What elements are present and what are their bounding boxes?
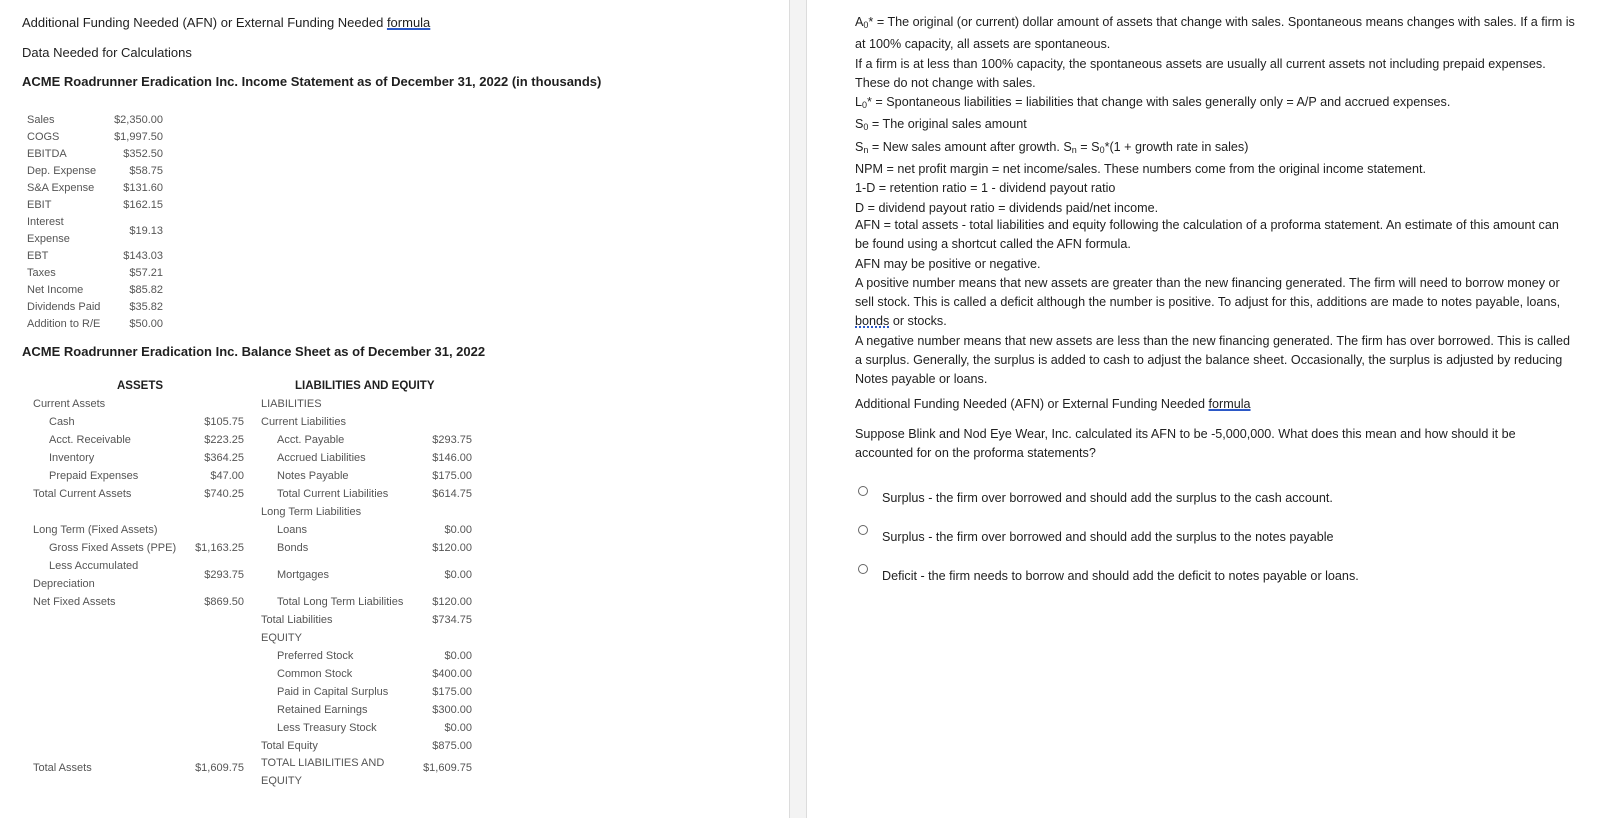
is-value: $35.82 (129, 301, 163, 313)
bs-label: Long Term (Fixed Assets) (33, 524, 158, 536)
bs-label: Total Liabilities (261, 614, 333, 626)
bs-value: $120.00 (432, 542, 472, 554)
bs-label: EQUITY (261, 775, 302, 787)
is-label: Dividends Paid (27, 301, 101, 313)
is-value: $58.75 (129, 165, 163, 177)
bs-label: Notes Payable (277, 470, 349, 482)
bs-label: Prepaid Expenses (49, 470, 139, 482)
bonds-spellcheck[interactable]: bonds (855, 314, 890, 329)
bs-value: $1,609.75 (195, 762, 244, 774)
formula-link[interactable]: formula (386, 15, 431, 30)
bs-label: Paid in Capital Surplus (277, 686, 389, 698)
is-value: $57.21 (129, 267, 163, 279)
is-value: $143.03 (123, 250, 163, 262)
bs-value: $293.75 (432, 434, 472, 446)
bs-value: $0.00 (444, 524, 472, 536)
bs-label: Inventory (49, 452, 95, 464)
is-value: $19.13 (129, 225, 163, 237)
def-npm: NPM = net profit margin = net income/sales. These numbers come from the original income statement. (855, 162, 1426, 177)
is-value: $162.15 (123, 199, 163, 211)
afn-explanation (855, 216, 1575, 390)
bs-label: Bonds (277, 542, 309, 554)
bs-value: $734.75 (432, 614, 472, 626)
afn-definition: AFN = total assets - total liabilities and equity following the calculation of a proforma statement. An estimate of this amount can be found using a shortcut called the AFN formula. (855, 218, 1559, 252)
bs-label: Acct. Payable (277, 434, 345, 446)
def-sn: $S_n$ = New sales amount after growth. $S_n = S_0*(1$ + growth rate in sales) (855, 139, 1249, 155)
bs-value: $875.00 (432, 740, 472, 752)
bs-value: $120.00 (432, 596, 472, 608)
bs-label: Long Term Liabilities (261, 506, 362, 518)
bs-value: $146.00 (432, 452, 472, 464)
bs-label: Total Current Liabilities (277, 488, 389, 500)
is-label: Interest (27, 216, 64, 228)
bs-label: Acct. Receivable (49, 434, 131, 446)
bs-label: Total Equity (261, 740, 318, 752)
is-value: $2,350.00 (114, 114, 163, 126)
bs-label: Retained Earnings (277, 704, 368, 716)
formula-link-right[interactable]: formula (1208, 397, 1251, 411)
is-value: $352.50 (123, 148, 163, 160)
bs-value: $0.00 (444, 569, 472, 581)
bs-label: Total Assets (33, 762, 92, 774)
pane-divider[interactable] (789, 0, 807, 818)
question-text: Suppose Blink and Nod Eye Wear, Inc. calculated its AFN to be -5,000,000. What does this mean and how should it be accounted for on the proforma statements? (855, 427, 1516, 461)
bs-label: Current Assets (33, 398, 106, 410)
is-label: Sales (27, 114, 55, 126)
bs-label: Gross Fixed Assets (PPE) (49, 542, 177, 554)
is-label: S&A Expense (27, 182, 95, 194)
bs-value: $0.00 (444, 722, 472, 734)
is-label: COGS (27, 131, 60, 143)
is-value: $85.82 (129, 284, 163, 296)
data-needed-heading: Data Needed for Calculations (22, 45, 192, 60)
is-value: $131.60 (123, 182, 163, 194)
is-label: Taxes (27, 267, 56, 279)
bs-value: $869.50 (204, 596, 244, 608)
bs-label: Loans (277, 524, 307, 536)
bs-value: $105.75 (204, 416, 244, 428)
bs-label: Total Current Assets (33, 488, 132, 500)
bs-value: $1,163.25 (195, 542, 244, 554)
bs-value: $223.25 (204, 434, 244, 446)
def-a0: $A_0*$ = The original (or current) dollar amount of assets that change with sales. Spontaneous means changes with sales. If a firm is at 100% capacity, all assets are spontaneous. (855, 15, 1575, 52)
radio-button[interactable] (858, 525, 868, 535)
is-label: Dep. Expense (27, 165, 97, 177)
is-label: EBITDA (27, 148, 67, 160)
answer-option-label: Deficit - the firm needs to borrow and should add the deficit to notes payable or loans. (882, 569, 1359, 583)
bs-value: $175.00 (432, 686, 472, 698)
bs-label: Accrued Liabilities (277, 452, 366, 464)
formula-heading: Additional Funding Needed (AFN) or External Funding Needed formula (855, 397, 1251, 411)
radio-button[interactable] (858, 486, 868, 496)
is-label: EBT (27, 250, 49, 262)
answer-option-2[interactable] (858, 525, 1334, 544)
afn-sign: AFN may be positive or negative. (855, 256, 1041, 271)
bs-label: Preferred Stock (277, 650, 354, 662)
bs-value: $364.25 (204, 452, 244, 464)
is-value: $50.00 (129, 318, 163, 330)
bs-label: Cash (49, 416, 75, 428)
bs-label: EQUITY (261, 632, 302, 644)
bs-label: Less Accumulated (49, 560, 139, 572)
bs-value: $47.00 (210, 470, 244, 482)
bs-value: $1,609.75 (423, 762, 472, 774)
bs-label: Total Long Term Liabilities (277, 596, 404, 608)
is-label: EBIT (27, 199, 52, 211)
answer-option-3[interactable] (858, 564, 1359, 583)
def-l0: $L_0*$ = Spontaneous liabilities = liabilities that change with sales generally only = A/P and accrued expenses. (855, 95, 1451, 111)
bs-label: Net Fixed Assets (33, 596, 116, 608)
bs-label: TOTAL LIABILITIES AND (261, 757, 385, 769)
answer-option-label: Surplus - the firm over borrowed and should add the surplus to the notes payable (882, 530, 1334, 544)
bs-value: $0.00 (444, 650, 472, 662)
income-statement-title: ACME Roadrunner Eradication Inc. Income Statement as of December 31, 2022 (in thousands) (22, 74, 602, 89)
is-label: Addition to R/E (27, 318, 101, 330)
def-a0-cont: If a firm is at less than 100% capacity, the spontaneous assets are usually all current assets not including prepaid expenses. These do not change with sales. (855, 56, 1546, 90)
bs-label: Mortgages (277, 569, 329, 581)
bs-value: $175.00 (432, 470, 472, 482)
is-label: Expense (27, 233, 70, 245)
definitions-block (855, 13, 1575, 218)
bs-label: Common Stock (277, 668, 353, 680)
bs-label: Less Treasury Stock (277, 722, 377, 734)
bs-label: Depreciation (33, 578, 95, 590)
def-retention: 1-D = retention ratio = 1 - dividend payout ratio (855, 181, 1116, 196)
answer-option-label: Surplus - the firm over borrowed and should add the surplus to the cash account. (882, 491, 1333, 505)
bs-value: $400.00 (432, 668, 472, 680)
bs-value: $740.25 (204, 488, 244, 500)
is-label: Net Income (27, 284, 84, 296)
radio-button[interactable] (858, 564, 868, 574)
bs-value: $293.75 (204, 569, 244, 581)
assets-header: ASSETS (117, 380, 164, 392)
liabilities-equity-header: LIABILITIES AND EQUITY (295, 380, 435, 392)
def-payout: D = dividend payout ratio = dividends paid/net income. (855, 200, 1159, 215)
def-s0: $S_0$ = The original sales amount (855, 117, 1027, 133)
balance-sheet-title: ACME Roadrunner Eradication Inc. Balance Sheet as of December 31, 2022 (22, 344, 486, 359)
bs-value: $614.75 (432, 488, 472, 500)
page-title: Additional Funding Needed (AFN) or External Funding Needed formula (22, 15, 431, 30)
is-value: $1,997.50 (114, 131, 163, 143)
answer-option-1[interactable] (858, 486, 1333, 505)
left-pane (0, 0, 789, 818)
afn-positive: A positive number means that new assets are greater than the new financing generated. The firm will need to borrow money or sell stock. This is called a deficit although the number is positive. To adjust for this, additions are made to notes payable, loans, bonds or stocks. (855, 275, 1561, 329)
afn-negative: A negative number means that new assets are less than the new financing generated. The firm has over borrowed. This is called a surplus. Generally, the surplus is added to cash to adjust the balance sheet. Occasionally, the surplus is adjusted by reducing Notes payable or loans. (855, 333, 1570, 387)
bs-label: LIABILITIES (261, 398, 322, 410)
bs-label: Current Liabilities (261, 416, 346, 428)
bs-value: $300.00 (432, 704, 472, 716)
